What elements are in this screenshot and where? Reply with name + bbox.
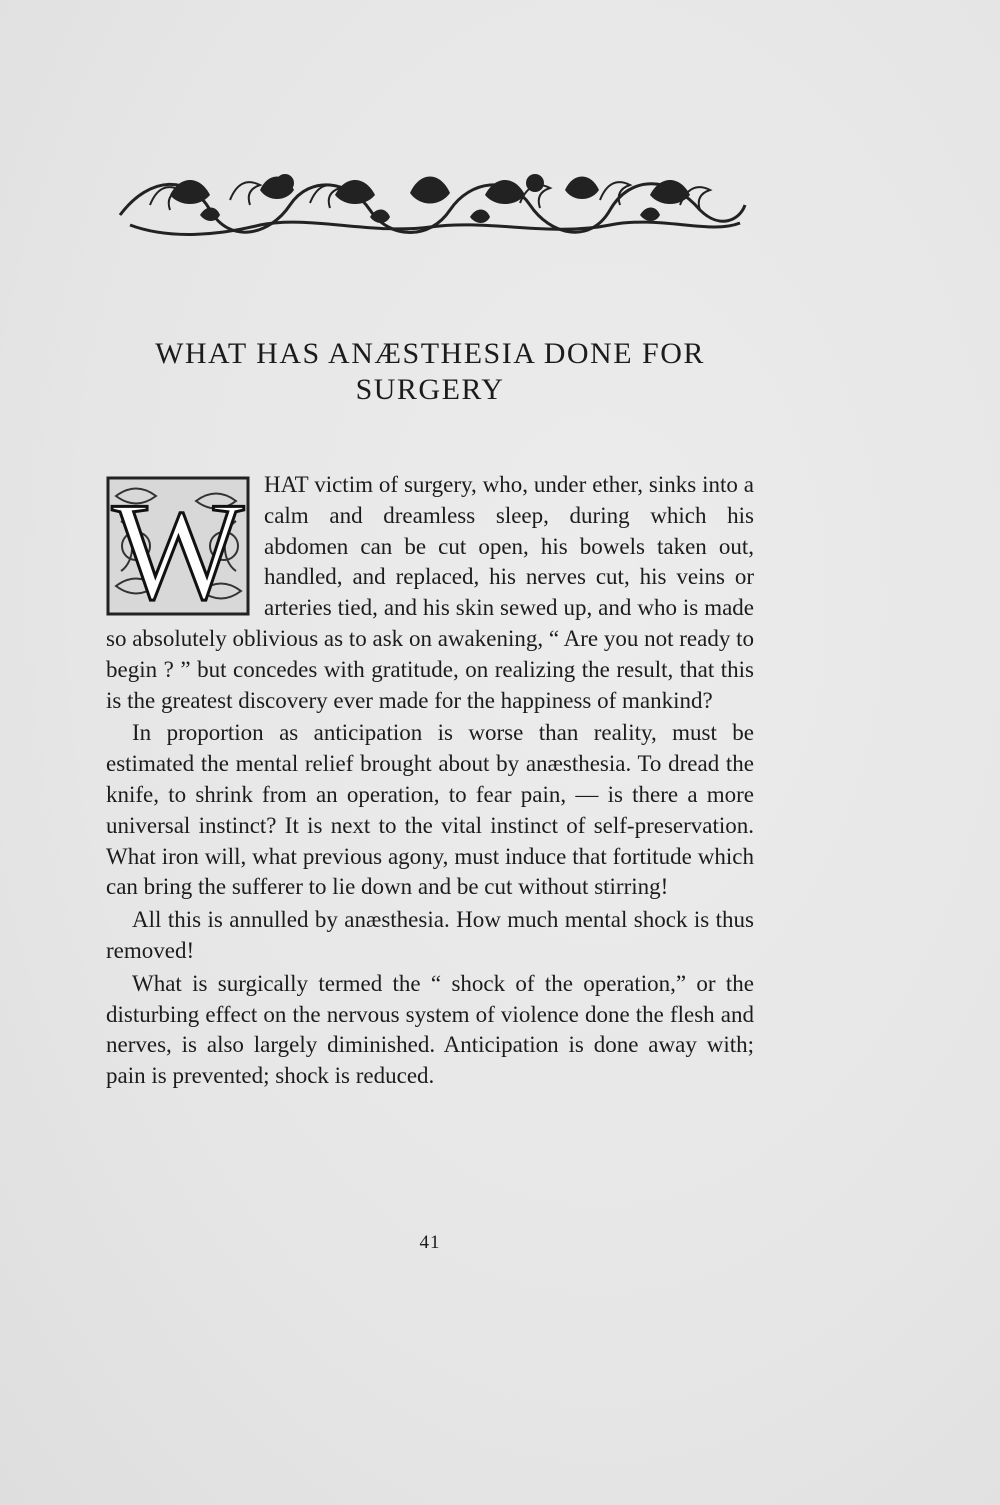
chapter-title-line-2: SURGERY	[355, 373, 505, 406]
ornamental-initial-w-icon	[106, 476, 250, 616]
paragraph-4: What is surgically termed the “ shock of the operation,” or the disturbing effect on the nervous system of violence done the flesh and nerves, is also largely diminished. Anticipation is done away with; pain is prevented; shock is reduced.	[106, 970, 754, 1089]
paragraph-1: HAT victim of surgery, who, under ether, sinks into a calm and dreamless sleep, during which his abdomen can be cut open, his bowels taken out, handled, and replaced, his nerves cut, his veins or arteries tied, and his skin sewed up, and who is made so absolutely oblivious as to ask on awakening, “ Are you not ready to begin ? ” but concedes with gratitude, on realizing the result, that this is the greatest discovery ever made for the happiness of mankind?	[106, 472, 754, 713]
page-number: 41	[419, 1232, 441, 1253]
paragraph-3: All this is annulled by anæsthesia. How much mental shock is thus removed!	[106, 907, 754, 963]
drop-cap-letter: W	[111, 476, 245, 616]
body-text	[106, 470, 754, 1094]
chapter-title	[100, 336, 760, 408]
floral-headpiece-icon	[110, 165, 750, 243]
paragraph-2: In proportion as anticipation is worse than reality, must be estimated the mental relief brought about by anæsthesia. To dread the knife, to shrink from an operation, to fear pain, — is there a more universal instinct? It is next to the vital instinct of self-preservation. What iron will, what previous agony, must induce that fortitude which can bring the sufferer to lie down and be cut without stirring!	[106, 720, 754, 900]
chapter-title-line-1: WHAT HAS ANÆSTHESIA DONE FOR	[155, 337, 705, 370]
